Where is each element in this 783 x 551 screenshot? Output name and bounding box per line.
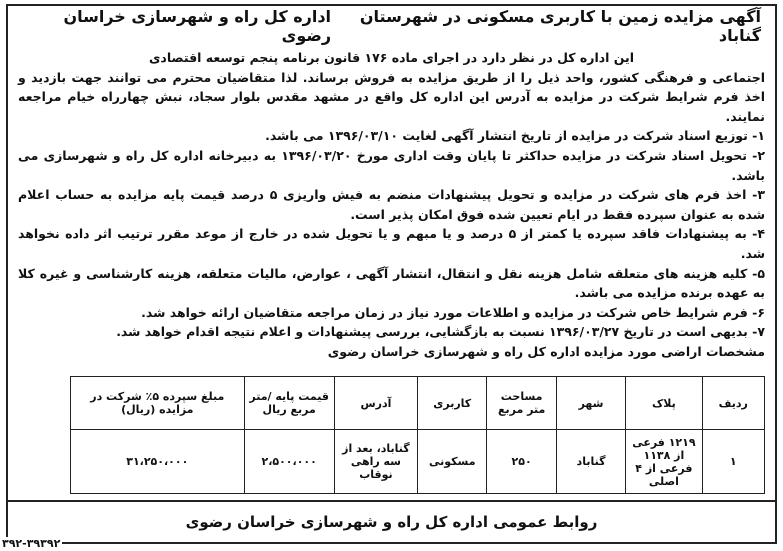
header-plaque: پلاک <box>626 377 702 430</box>
cell-deposit: ۳۱،۲۵۰،۰۰۰ <box>71 430 245 494</box>
intro-line: این اداره کل در نظر دارد در اجرای ماده ۱۷۶ قانون برنامه پنجم توسعه اقتصادی <box>148 50 635 65</box>
condition-item-1: ۱- توزیع اسناد شرکت در مزایده از تاریخ انتشار آگهی لغایت ۱۳۹۶/۰۳/۱۰ می باشد. <box>265 128 765 144</box>
header-area: مساحت متر مربع <box>487 377 556 430</box>
condition-item-3: ۳- اخذ فرم های شرکت در مزایده و تحویل پیشنهادات منضم به فیش واریزی ۵ درصد قیمت پایه مزایده به حساب اعلام شده به عنوان سپرده فقط در ایام تعیین شده فوق امکان پذیر است. <box>18 187 765 222</box>
intro-paragraph: اجتماعی و فرهنگی کشور، واحد ذیل را از طریق مزایده به فروش برساند. لذا متقاضیان محترم می توانند جهت بازدید و اخذ فرم شرایط شرکت در مزایده به آدرس این اداره کل واقع در مشهد مقدس بلوار سجاد، نبش چهارراه خیام مراجعه نمایند. <box>18 69 765 124</box>
cell-row-number: ۱ <box>702 430 764 494</box>
announcement-frame <box>6 4 777 544</box>
condition-item-5: ۵- کلیه هزینه های متعلقه شامل هزینه نقل و انتقال، انتشار آگهی ، عوارض، مالیات متعلقه، هزینه کارشناسی و غیره کلا به عهده برنده مزایده می باشد. <box>18 265 765 301</box>
header-base-price: قیمت پایه /متر مربع ریال <box>244 377 334 430</box>
organization-name: اداره کل راه و شهرسازی خراسان رضوی <box>63 7 332 45</box>
cell-base-price: ۲،۵۰۰،۰۰۰ <box>244 430 334 494</box>
cell-area: ۲۵۰ <box>487 430 556 494</box>
footer <box>8 500 775 542</box>
announcement-title: آگهی مزایده زمین با کاربری مسکونی در شهرستان گناباد <box>359 7 761 45</box>
header-city: شهر <box>556 377 625 430</box>
header-usage: کاربری <box>418 377 487 430</box>
header-deposit: مبلغ سپرده ۵٪ شرکت در مزایده (ریال) <box>71 377 245 430</box>
announcement-body <box>18 48 765 362</box>
cell-usage: مسکونی <box>418 430 487 494</box>
cell-city: گناباد <box>556 430 625 494</box>
footer-text: روابط عمومی اداره کل راه و شهرسازی خراسان رضوی <box>185 513 598 531</box>
ad-code: ۳۹۲-۳۹۳۹۲ <box>2 537 61 550</box>
cell-plaque: ۱۲۱۹ فرعی از ۱۱۳۸ فرعی از ۴ اصلی <box>626 430 702 494</box>
table-header-row <box>71 377 765 430</box>
condition-item-4: ۴- به پیشنهادات فاقد سپرده یا کمتر از ۵ درصد و یا مبهم و یا تحویل شده در خارج از موعد مقرر ترتیب اثر داده نخواهد شد. <box>18 226 765 261</box>
land-table <box>70 376 765 494</box>
header-address: آدرس <box>334 377 417 430</box>
condition-item-2: ۲- تحویل اسناد شرکت در مزایده حداکثر تا پایان وقت اداری مورخ ۱۳۹۶/۰۳/۲۰ به دبیرخانه اداره کل راه و شهرسازی می باشد. <box>18 147 765 183</box>
header <box>8 6 775 46</box>
header-row-number: ردیف <box>702 377 764 430</box>
table-row <box>71 430 765 494</box>
cell-address: گناباد، بعد از سه راهی نوقاب <box>334 430 417 494</box>
condition-item-6: ۶- فرم شرایط خاص شرکت در مزایده و اطلاعات مورد نیاز در زمان مراجعه متقاضیان ارائه خواهد شد. <box>141 304 765 320</box>
condition-item-7: ۷- بدیهی است در تاریخ ۱۳۹۶/۰۳/۲۷ نسبت به بازگشایی، بررسی پیشنهادات و اعلام نتیجه اقدام خواهد شد. <box>116 324 765 340</box>
table-caption: مشخصات اراضی مورد مزایده اداره کل راه و شهرسازی خراسان رضوی <box>327 343 765 359</box>
